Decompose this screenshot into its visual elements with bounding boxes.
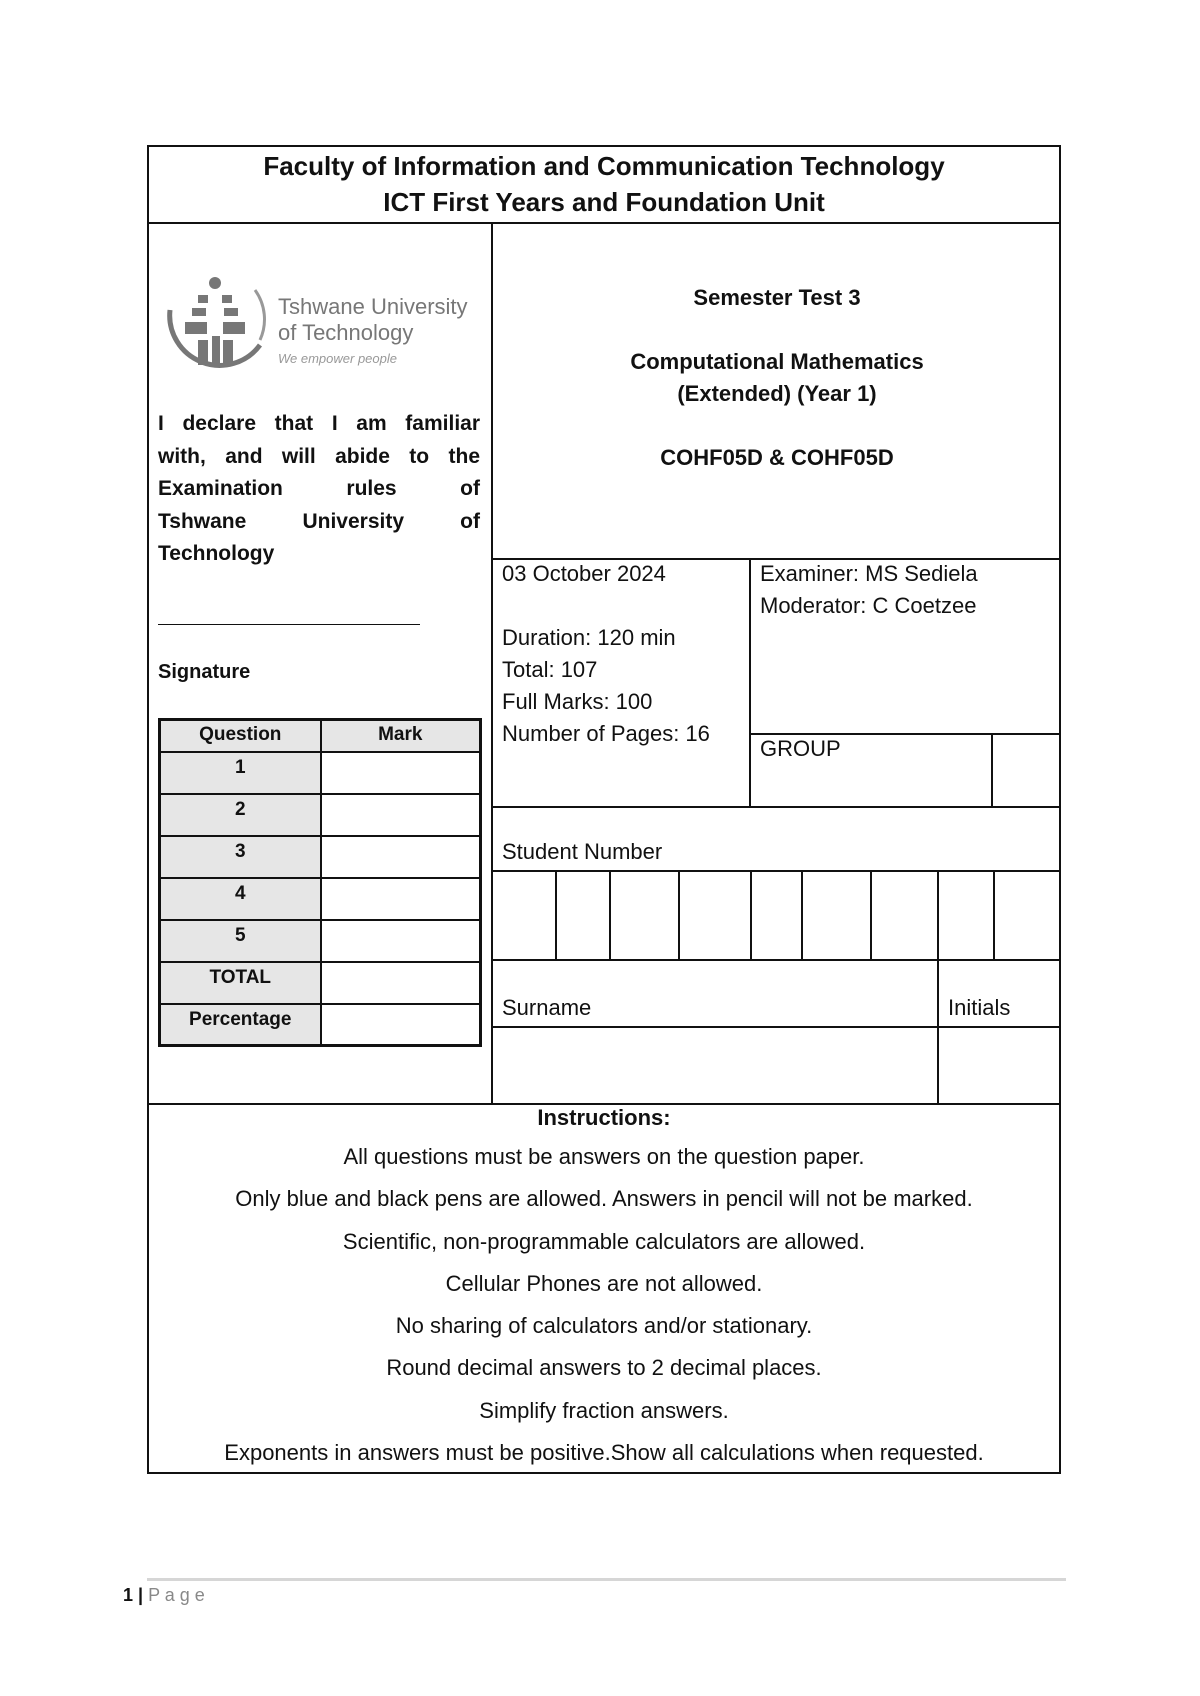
instruction-item: Cellular Phones are not allowed.	[445, 1270, 763, 1296]
marks-table	[158, 718, 482, 1047]
mark-cell[interactable]	[321, 878, 481, 920]
declaration-line: Technology	[158, 542, 275, 565]
signature-label: Signature	[158, 661, 251, 683]
instruction-item: No sharing of calculators and/or stationary.	[395, 1313, 813, 1339]
table-row	[160, 920, 481, 962]
mark-cell[interactable]	[321, 920, 481, 962]
test-title: Semester Test 3	[693, 285, 861, 310]
initials-field[interactable]	[939, 1028, 1060, 1103]
instruction-item: Only blue and black pens are allowed. Answers in pencil will not be marked.	[235, 1186, 973, 1212]
group-label: GROUP	[760, 736, 841, 761]
page-number: 1	[123, 1585, 134, 1605]
instruction-item: Simplify fraction answers.	[479, 1397, 729, 1423]
question-cell: 5	[160, 920, 321, 962]
question-cell: 1	[160, 752, 321, 794]
mark-cell[interactable]	[321, 794, 481, 836]
faculty-title: Faculty of Information and Communication Technology	[263, 151, 945, 181]
mark-cell[interactable]	[321, 962, 481, 1004]
test-info	[493, 282, 1061, 474]
table-header-row	[160, 720, 481, 752]
instruction-item: All questions must be answers on the question paper.	[343, 1144, 865, 1169]
table-row	[160, 962, 481, 1004]
divider	[147, 222, 1061, 224]
unit-title: ICT First Years and Foundation Unit	[383, 187, 825, 217]
full-marks: Full Marks: 100	[502, 689, 653, 714]
instruction-item: Round decimal answers to 2 decimal places.	[386, 1355, 822, 1381]
subject-subtitle: (Extended) (Year 1)	[677, 381, 877, 406]
subject-codes: COHF05D & COHF05D	[660, 445, 894, 470]
table-row	[160, 1004, 481, 1046]
surname-field[interactable]	[493, 1028, 936, 1103]
university-logo	[160, 270, 480, 380]
total: Total: 107	[502, 657, 598, 682]
surname-label: Surname	[502, 995, 592, 1020]
footer-rule	[147, 1578, 1066, 1581]
instructions-title: Instructions:	[537, 1105, 671, 1130]
duration: Duration: 120 min	[502, 625, 676, 650]
header	[147, 148, 1061, 220]
question-cell: Percentage	[160, 1004, 321, 1046]
instructions	[147, 1100, 1061, 1474]
subject-name: Computational Mathematics	[630, 349, 924, 374]
question-cell: 3	[160, 836, 321, 878]
divider	[492, 959, 1061, 961]
declaration-line: with, and will abide to the	[158, 444, 480, 468]
divider	[749, 559, 751, 807]
page-footer: 1 | P a g e	[123, 1585, 205, 1605]
student-number-field[interactable]	[493, 872, 1060, 959]
question-cell: TOTAL	[160, 962, 321, 1004]
mark-cell[interactable]	[321, 836, 481, 878]
examiner: Examiner: MS Sediela	[760, 561, 978, 586]
student-number-label: Student Number	[502, 839, 663, 864]
declaration-line: I declare that I am familiar	[158, 412, 480, 435]
initials-label: Initials	[948, 995, 1011, 1020]
staff-info	[760, 558, 978, 622]
test-details	[502, 558, 710, 750]
question-cell: 4	[160, 878, 321, 920]
logo-tagline: We empower people	[278, 351, 397, 366]
logo-name-2: of Technology	[278, 320, 414, 345]
page-label: P a g e	[148, 1585, 205, 1605]
table-row	[160, 836, 481, 878]
group-field[interactable]	[993, 736, 1059, 806]
mark-cell[interactable]	[321, 752, 481, 794]
instruction-item: Scientific, non-programmable calculators are allowed.	[342, 1228, 866, 1254]
tut-emblem-icon	[160, 270, 270, 380]
declaration-line: Examination rules of	[158, 477, 480, 500]
mark-cell[interactable]	[321, 1004, 481, 1046]
test-date: 03 October 2024	[502, 561, 666, 586]
table-row	[160, 878, 481, 920]
table-row	[160, 752, 481, 794]
instruction-item: Exponents in answers must be positive.Show all calculations when requested.	[224, 1440, 984, 1466]
declaration-line: Tshwane University of	[158, 509, 480, 533]
column-header: Mark	[321, 720, 481, 752]
page-count: Number of Pages: 16	[502, 721, 710, 746]
moderator: Moderator: C Coetzee	[760, 593, 977, 618]
question-cell: 2	[160, 794, 321, 836]
column-header: Question	[160, 720, 321, 752]
declaration	[158, 408, 480, 571]
divider	[492, 806, 1061, 808]
table-row	[160, 794, 481, 836]
logo-name: Tshwane University	[278, 294, 468, 319]
signature-line[interactable]	[158, 624, 420, 625]
